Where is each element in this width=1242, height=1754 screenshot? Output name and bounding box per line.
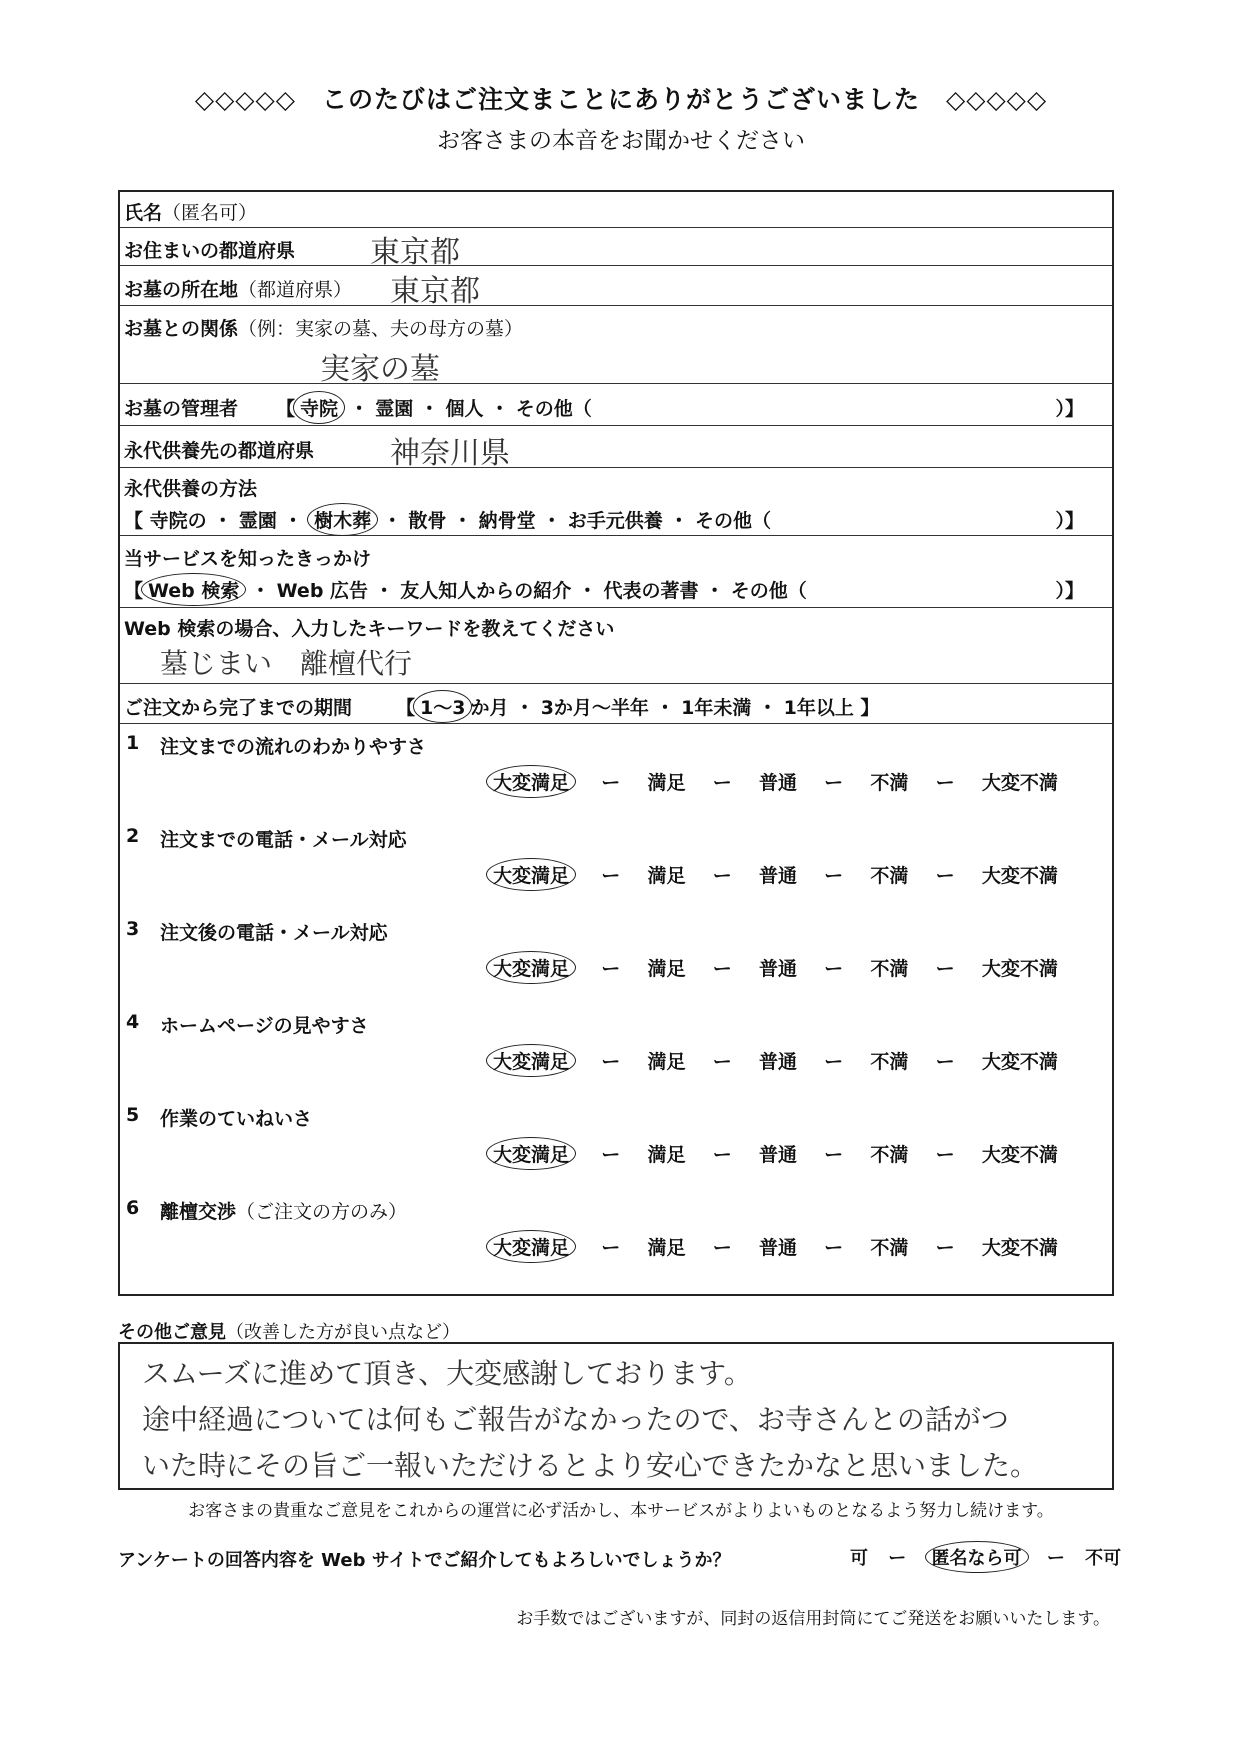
- publish-option-no[interactable]: 不可: [1085, 1548, 1122, 1569]
- source-open: 【: [124, 580, 144, 602]
- publish-options: [850, 1544, 1121, 1570]
- relation-label: お墓との関係: [124, 318, 239, 340]
- scale-dash: ー: [601, 1051, 621, 1073]
- rating-option[interactable]: 満足: [647, 958, 686, 980]
- rating-question: [120, 910, 1112, 1003]
- scale-dash: ー: [935, 865, 955, 887]
- period-after: か月 ・ 3か月～半年 ・ 1年未満 ・ 1年以上 】: [470, 697, 880, 719]
- rating-option[interactable]: 不満: [870, 958, 909, 980]
- scale-dash: ー: [935, 1237, 955, 1259]
- rating-option[interactable]: 満足: [647, 865, 686, 887]
- comment-line-2: 途中経過については何もご報告がなかったので、お寺さんとの話がつ: [142, 1403, 1009, 1436]
- keywords-row: [120, 608, 1112, 684]
- other-label: その他ご意見: [118, 1322, 226, 1343]
- rating-option[interactable]: 大変不満: [981, 1144, 1058, 1166]
- scale-dash: ー: [935, 1051, 955, 1073]
- name-row: [120, 192, 1112, 228]
- manager-close: ）】: [1055, 398, 1084, 420]
- question-label: ホームページの見やすさ: [160, 1015, 369, 1037]
- rating-option[interactable]: 普通: [758, 1051, 797, 1073]
- destination-label: 永代供養先の都道府県: [124, 440, 315, 462]
- rating-option[interactable]: 不満: [870, 1237, 909, 1259]
- rating-option[interactable]: 大変満足: [486, 858, 576, 891]
- footer-note: お手数ではございますが、同封の返信用封筒にてご発送をお願いいたします。: [516, 1609, 1110, 1629]
- question-label: 注文後の電話・メール対応: [160, 922, 388, 944]
- publish-option-anonymous[interactable]: 匿名なら可: [925, 1541, 1029, 1573]
- scale-dash: ー: [824, 1144, 844, 1166]
- relation-note: （例：実家の墓、夫の母方の墓）: [238, 318, 524, 340]
- scale-dash: ー: [824, 772, 844, 794]
- rating-option[interactable]: 普通: [758, 1144, 797, 1166]
- rating-option[interactable]: 大変満足: [486, 951, 576, 984]
- scale-dash: ー: [601, 1237, 621, 1259]
- residence-label: お住まいの都道府県: [124, 240, 296, 262]
- thanks-note: お客さまの貴重なご意見をこれからの運営に必ず活かし、本サービスがよりよいものとなるよう努力し続けます。: [188, 1501, 1054, 1521]
- grave-location-value[interactable]: 東京都: [390, 274, 480, 309]
- destination-row: [120, 426, 1112, 471]
- rating-option[interactable]: 満足: [647, 1051, 686, 1073]
- method-row: [120, 468, 1112, 536]
- scale-dash: ー: [712, 958, 732, 980]
- scale-dash: ー: [601, 772, 621, 794]
- publish-dash-1: ー: [888, 1548, 907, 1569]
- rating-option[interactable]: 大変不満: [981, 958, 1058, 980]
- rating-scale: [488, 768, 1058, 795]
- form-title: ◇◇◇◇◇ このたびはご注文まことにありがとうございました ◇◇◇◇◇: [194, 85, 1048, 114]
- question-number: 4: [126, 1011, 140, 1033]
- question-label: 注文までの電話・メール対応: [160, 829, 407, 851]
- period-row: [120, 684, 1112, 724]
- scale-dash: ー: [824, 865, 844, 887]
- name-label: 氏名: [124, 202, 163, 224]
- other-comments-box[interactable]: [118, 1342, 1114, 1490]
- rating-scale: [488, 1140, 1058, 1167]
- scale-dash: ー: [935, 772, 955, 794]
- rating-question: [120, 724, 1112, 817]
- method-after: ・ 散骨 ・ 納骨堂 ・ お手元供養 ・ その他（: [382, 510, 772, 532]
- method-selected[interactable]: 樹木葬: [307, 503, 378, 536]
- rating-option[interactable]: 満足: [647, 772, 686, 794]
- keywords-value[interactable]: 墓じまい 離檀代行: [160, 647, 413, 680]
- source-after: ・ Web 広告 ・ 友人知人からの紹介 ・ 代表の著書 ・ その他（: [251, 580, 807, 602]
- manager-selected[interactable]: 寺院: [293, 391, 345, 424]
- publish-option-yes[interactable]: 可: [850, 1548, 868, 1569]
- question-number: 5: [126, 1104, 140, 1126]
- rating-option[interactable]: 不満: [870, 1051, 909, 1073]
- source-close: ）】: [1055, 580, 1084, 602]
- rating-option[interactable]: 満足: [647, 1144, 686, 1166]
- rating-option[interactable]: 大変不満: [981, 1051, 1058, 1073]
- question-note: （ご注文の方のみ）: [236, 1201, 408, 1223]
- scale-dash: ー: [712, 1144, 732, 1166]
- rating-scale: [488, 954, 1058, 981]
- rating-option[interactable]: 普通: [758, 958, 797, 980]
- keywords-label: Web 検索の場合、入力したキーワードを教えてください: [124, 618, 615, 640]
- scale-dash: ー: [824, 1051, 844, 1073]
- scale-dash: ー: [712, 1051, 732, 1073]
- grave-location-row: [120, 266, 1112, 309]
- survey-form: [118, 190, 1114, 1296]
- residence-row: [120, 228, 1112, 270]
- grave-location-label: お墓の所在地: [124, 279, 239, 301]
- rating-option[interactable]: 普通: [758, 772, 797, 794]
- manager-open: 【: [276, 398, 296, 420]
- scale-dash: ー: [824, 1237, 844, 1259]
- rating-option[interactable]: 不満: [870, 865, 909, 887]
- scale-dash: ー: [601, 958, 621, 980]
- question-number: 3: [126, 918, 140, 940]
- period-label: ご注文から完了までの期間: [124, 697, 353, 719]
- manager-label: お墓の管理者: [124, 398, 239, 420]
- question-number: 2: [126, 825, 140, 847]
- rating-option[interactable]: 大変満足: [486, 1230, 576, 1263]
- other-note: （改善した方が良い点など）: [226, 1322, 460, 1343]
- rating-scale: [488, 861, 1058, 888]
- scale-dash: ー: [824, 958, 844, 980]
- relation-row: [120, 306, 1112, 387]
- rating-option[interactable]: 大変不満: [981, 772, 1058, 794]
- rating-question: [120, 817, 1112, 910]
- comment-line-3: いた時にその旨ご一報いただけるとより安心できたかなと思いました。: [142, 1449, 1039, 1482]
- period-open: 【: [396, 697, 416, 719]
- question-number: 6: [126, 1197, 140, 1219]
- question-label: 注文までの流れのわかりやすさ: [160, 736, 427, 758]
- method-before: 【 寺院の ・ 霊園 ・: [124, 510, 303, 532]
- manager-options: ・ 霊園 ・ 個人 ・ その他（: [349, 398, 592, 420]
- question-label: 作業のていねいさ: [160, 1108, 313, 1130]
- rating-questions: [120, 724, 1112, 1296]
- method-label: 永代供養の方法: [124, 478, 258, 500]
- source-row: [120, 536, 1112, 608]
- publish-question: アンケートの回答内容を Web サイトでご紹介してもよろしいでしょうか？: [118, 1550, 731, 1571]
- scale-dash: ー: [935, 1144, 955, 1166]
- rating-question: [120, 1096, 1112, 1189]
- rating-option[interactable]: 大変不満: [981, 865, 1058, 887]
- rating-option[interactable]: 不満: [870, 772, 909, 794]
- comment-line-1: スムーズに進めて頂き、大変感謝しております。: [142, 1357, 752, 1390]
- manager-row: [120, 384, 1112, 426]
- scale-dash: ー: [601, 1144, 621, 1166]
- rating-option[interactable]: 大変不満: [981, 1237, 1058, 1259]
- rating-option[interactable]: 普通: [758, 1237, 797, 1259]
- destination-value[interactable]: 神奈川県: [390, 436, 510, 471]
- rating-option[interactable]: 不満: [870, 1144, 909, 1166]
- question-number: 1: [126, 732, 140, 754]
- rating-scale: [488, 1233, 1058, 1260]
- rating-option[interactable]: 普通: [758, 865, 797, 887]
- rating-question: [120, 1189, 1112, 1282]
- scale-dash: ー: [712, 865, 732, 887]
- rating-option[interactable]: 大変満足: [486, 1044, 576, 1077]
- scale-dash: ー: [601, 865, 621, 887]
- rating-option[interactable]: 大変満足: [486, 1137, 576, 1170]
- source-label: 当サービスを知ったきっかけ: [124, 548, 372, 570]
- period-selected[interactable]: 1～3: [413, 690, 472, 723]
- rating-question: [120, 1003, 1112, 1096]
- method-close: ）】: [1055, 510, 1084, 532]
- residence-value[interactable]: 東京都: [370, 235, 460, 270]
- scale-dash: ー: [712, 772, 732, 794]
- relation-value[interactable]: 実家の墓: [320, 352, 440, 387]
- rating-option[interactable]: 大変満足: [486, 765, 576, 798]
- scale-dash: ー: [935, 958, 955, 980]
- name-note: （匿名可）: [162, 202, 258, 224]
- scale-dash: ー: [712, 1237, 732, 1259]
- form-subtitle: お客さまの本音をお聞かせください: [437, 128, 805, 154]
- question-label: 離檀交渉: [160, 1201, 237, 1223]
- rating-option[interactable]: 満足: [647, 1237, 686, 1259]
- grave-location-note: （都道府県）: [238, 279, 353, 301]
- source-selected[interactable]: Web 検索: [141, 573, 246, 606]
- rating-scale: [488, 1047, 1058, 1074]
- publish-dash-2: ー: [1046, 1548, 1065, 1569]
